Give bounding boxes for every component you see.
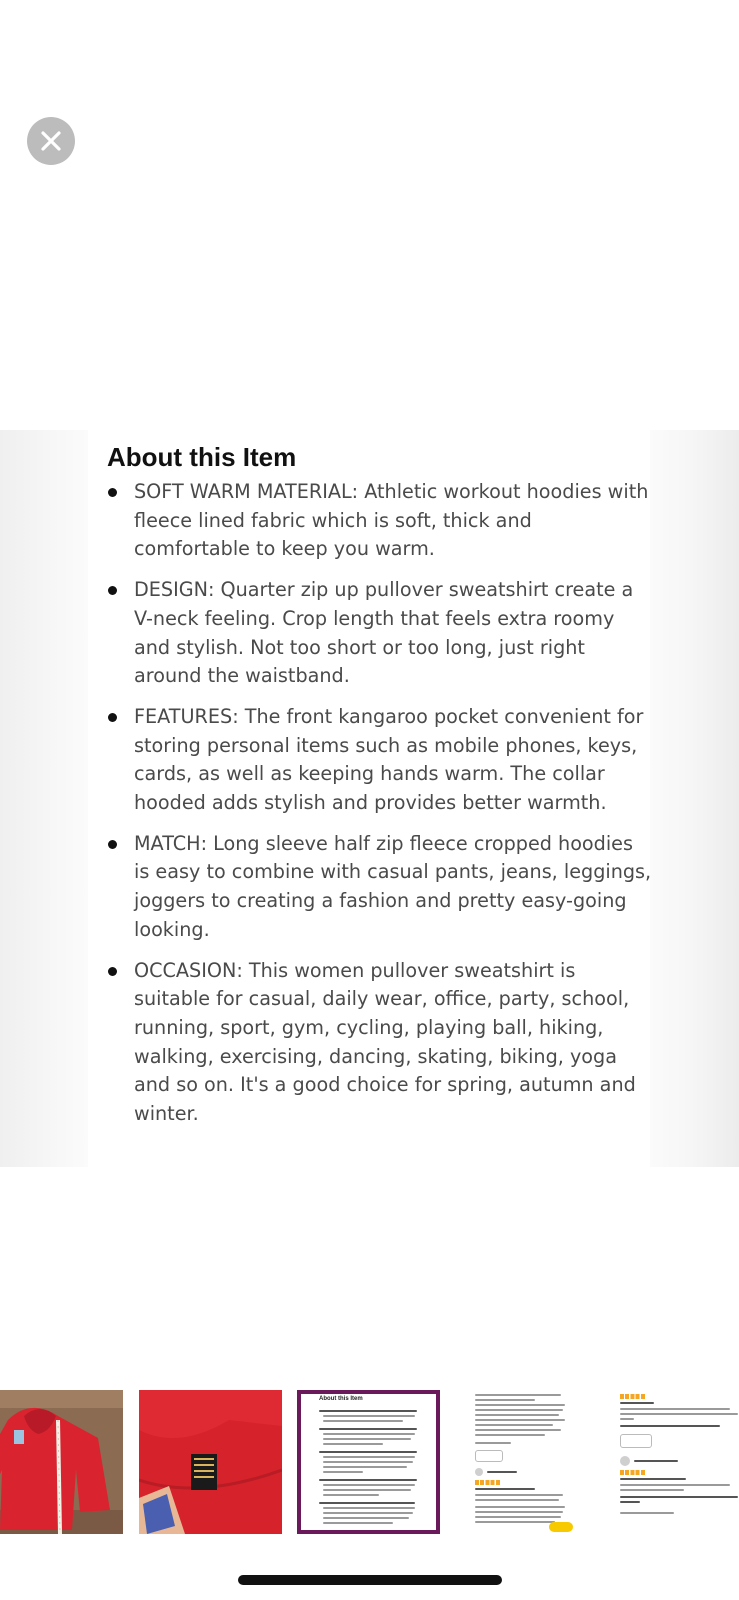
about-bullet-item: FEATURES: The front kangaroo pocket convenient for storing personal items such as mobile phones, keys, cards, as well as keeping hands warm. The collar hooded adds stylish and provides better warmth. (107, 703, 652, 818)
thumbnail-about-title: About this Item (319, 1396, 363, 1402)
about-bullet-list (107, 478, 652, 1141)
close-x-icon (40, 130, 62, 152)
about-bullet-item: SOFT WARM MATERIAL: Athletic workout hoodies with fleece lined fabric which is soft, thick and comfortable to keep you warm. (107, 478, 652, 564)
thumbnail-size-label-photo[interactable] (139, 1390, 282, 1534)
thumbnail-strip (0, 1390, 739, 1534)
thumbnail-hoodie-photo[interactable] (0, 1390, 123, 1534)
close-button[interactable] (27, 117, 75, 165)
about-bullet-item: OCCASION: This women pullover sweatshirt is suitable for casual, daily wear, office, party, school, running, sport, gym, cycling, playing ball, hiking, walking, exercising, dancing, skating, biking, yoga and so on. It's a good choice for spring, autumn and winter. (107, 957, 652, 1129)
about-bullet-item: DESIGN: Quarter zip up pullover sweatshirt create a V-neck feeling. Crop length that feels extra roomy and stylish. Not too short or too long, just right around the waistband. (107, 576, 652, 691)
thumbnail-review-screenshot[interactable] (455, 1390, 598, 1534)
thumbnail-about-item-image[interactable] (297, 1390, 440, 1534)
about-bullet-item: MATCH: Long sleeve half zip fleece cropped hoodies is easy to combine with casual pants, jeans, leggings, joggers to creating a fashion and pretty easy-going looking. (107, 830, 652, 945)
thumbnail-review-great-quality[interactable] (614, 1390, 739, 1534)
about-title: About this Item (107, 442, 297, 472)
home-indicator (238, 1575, 502, 1585)
